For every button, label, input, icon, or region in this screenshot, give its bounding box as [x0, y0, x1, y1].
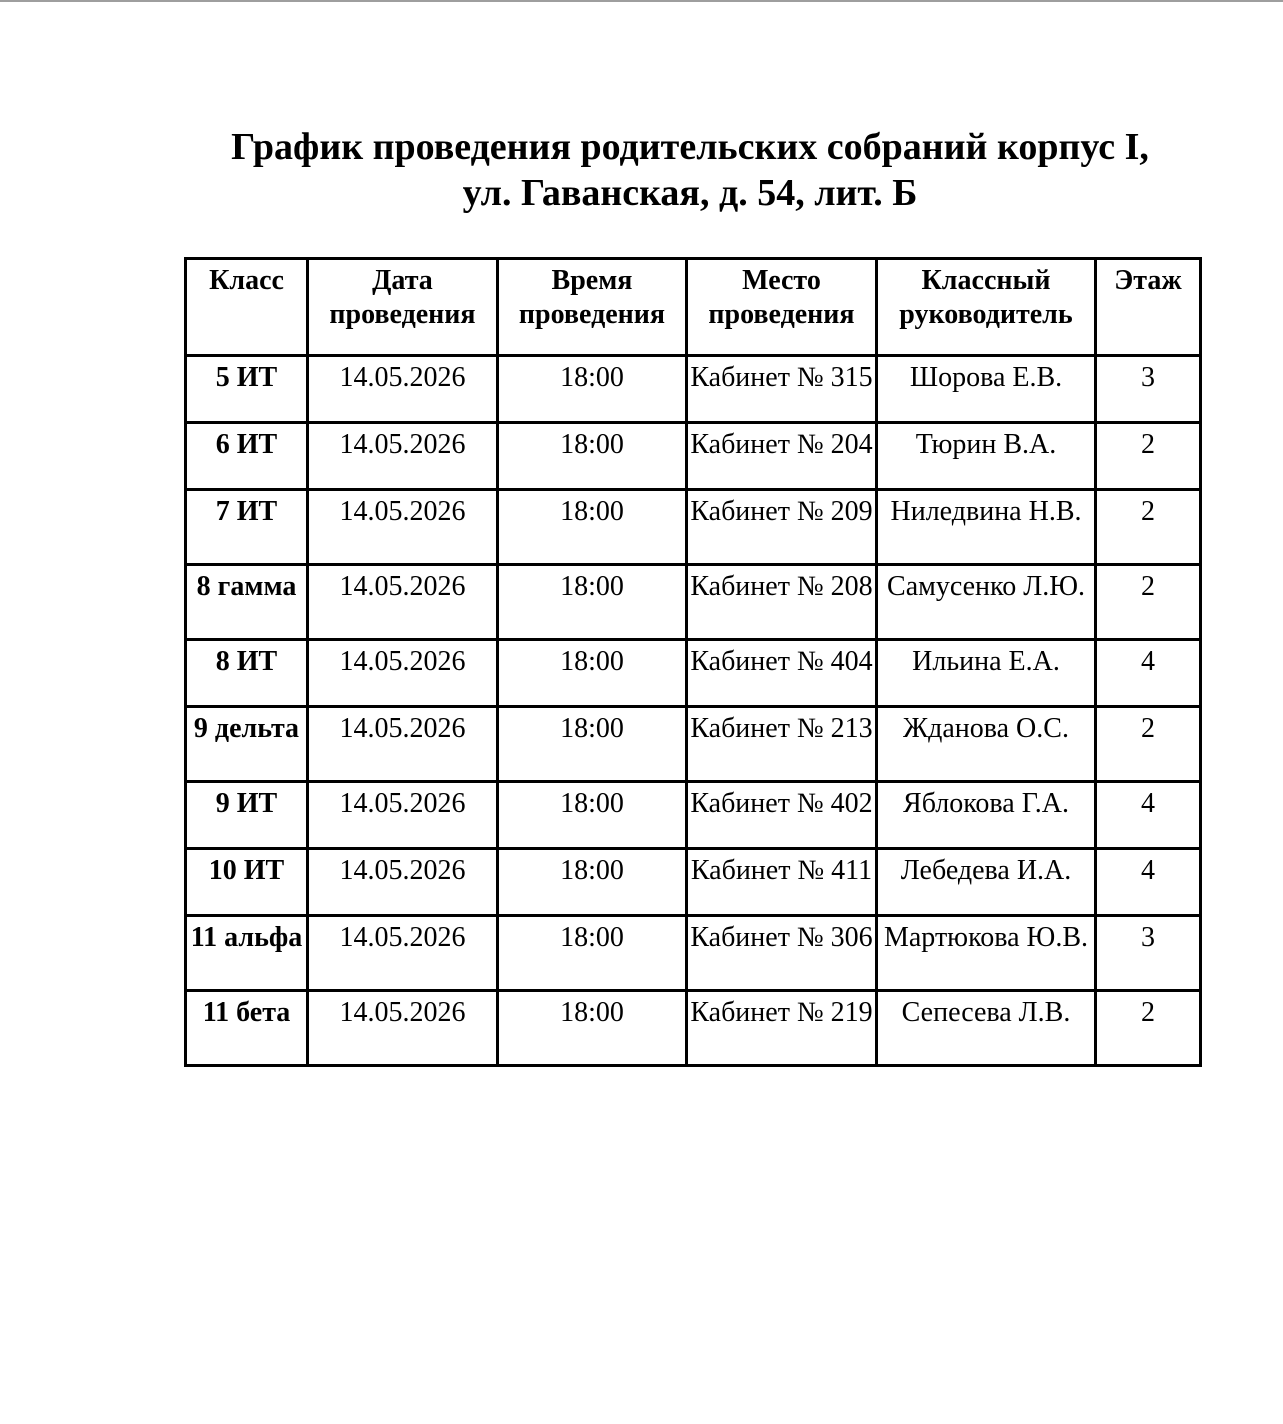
class-cell: 6 ИТ: [186, 423, 308, 490]
teacher-cell: Лебедева И.А.: [877, 849, 1096, 916]
time-cell: 18:00: [498, 356, 687, 423]
class-cell: 9 дельта: [186, 707, 308, 782]
time-cell: 18:00: [498, 640, 687, 707]
title-line-2: ул. Гаванская, д. 54, лит. Б: [462, 172, 918, 214]
date-cell: 14.05.2026: [308, 991, 498, 1066]
place-cell: Кабинет № 306: [687, 916, 877, 991]
floor-cell: 3: [1096, 916, 1201, 991]
place-cell: Кабинет № 315: [687, 356, 877, 423]
table-row: [186, 423, 1201, 490]
time-cell: 18:00: [498, 565, 687, 640]
floor-cell: 2: [1096, 423, 1201, 490]
teacher-cell: Шорова Е.В.: [877, 356, 1096, 423]
date-cell: 14.05.2026: [308, 356, 498, 423]
time-cell: 18:00: [498, 707, 687, 782]
table-row: [186, 356, 1201, 423]
time-cell: 18:00: [498, 423, 687, 490]
header-time: Время проведения: [498, 259, 687, 356]
header-teacher: Классный руководитель: [877, 259, 1096, 356]
table-row: [186, 782, 1201, 849]
floor-cell: 2: [1096, 707, 1201, 782]
class-cell: 9 ИТ: [186, 782, 308, 849]
place-cell: Кабинет № 213: [687, 707, 877, 782]
table-header-row: [186, 259, 1201, 356]
header-date: Дата проведения: [308, 259, 498, 356]
top-divider: [0, 0, 1283, 2]
class-cell: 7 ИТ: [186, 490, 308, 565]
class-cell: 10 ИТ: [186, 849, 308, 916]
table-row: [186, 707, 1201, 782]
time-cell: 18:00: [498, 916, 687, 991]
class-cell: 8 ИТ: [186, 640, 308, 707]
time-cell: 18:00: [498, 991, 687, 1066]
date-cell: 14.05.2026: [308, 782, 498, 849]
table-row: [186, 849, 1201, 916]
table-row: [186, 991, 1201, 1066]
date-cell: 14.05.2026: [308, 423, 498, 490]
place-cell: Кабинет № 402: [687, 782, 877, 849]
table-row: [186, 916, 1201, 991]
date-cell: 14.05.2026: [308, 916, 498, 991]
date-cell: 14.05.2026: [308, 707, 498, 782]
floor-cell: 3: [1096, 356, 1201, 423]
teacher-cell: Яблокова Г.А.: [877, 782, 1096, 849]
class-cell: 11 бета: [186, 991, 308, 1066]
place-cell: Кабинет № 204: [687, 423, 877, 490]
date-cell: 14.05.2026: [308, 565, 498, 640]
floor-cell: 2: [1096, 565, 1201, 640]
floor-cell: 2: [1096, 991, 1201, 1066]
place-cell: Кабинет № 208: [687, 565, 877, 640]
header-floor: Этаж: [1096, 259, 1201, 356]
floor-cell: 4: [1096, 640, 1201, 707]
teacher-cell: Самусенко Л.Ю.: [877, 565, 1096, 640]
floor-cell: 4: [1096, 782, 1201, 849]
table-row: [186, 640, 1201, 707]
teacher-cell: Мартюкова Ю.В.: [877, 916, 1096, 991]
header-class: Класс: [186, 259, 308, 356]
time-cell: 18:00: [498, 490, 687, 565]
teacher-cell: Жданова О.С.: [877, 707, 1096, 782]
table-row: [186, 490, 1201, 565]
place-cell: Кабинет № 209: [687, 490, 877, 565]
document-title: [180, 124, 1200, 216]
teacher-cell: Ильина Е.А.: [877, 640, 1096, 707]
header-place: Место проведения: [687, 259, 877, 356]
place-cell: Кабинет № 404: [687, 640, 877, 707]
teacher-cell: Сепесева Л.В.: [877, 991, 1096, 1066]
floor-cell: 4: [1096, 849, 1201, 916]
time-cell: 18:00: [498, 782, 687, 849]
class-cell: 8 гамма: [186, 565, 308, 640]
place-cell: Кабинет № 219: [687, 991, 877, 1066]
date-cell: 14.05.2026: [308, 640, 498, 707]
meeting-schedule-table: [184, 257, 1202, 1067]
date-cell: 14.05.2026: [308, 490, 498, 565]
class-cell: 11 альфа: [186, 916, 308, 991]
place-cell: Кабинет № 411: [687, 849, 877, 916]
title-line-1: График проведения родительских собраний корпус I,: [231, 126, 1149, 168]
time-cell: 18:00: [498, 849, 687, 916]
table-row: [186, 565, 1201, 640]
class-cell: 5 ИТ: [186, 356, 308, 423]
floor-cell: 2: [1096, 490, 1201, 565]
date-cell: 14.05.2026: [308, 849, 498, 916]
teacher-cell: Ниледвина Н.В.: [877, 490, 1096, 565]
teacher-cell: Тюрин В.А.: [877, 423, 1096, 490]
